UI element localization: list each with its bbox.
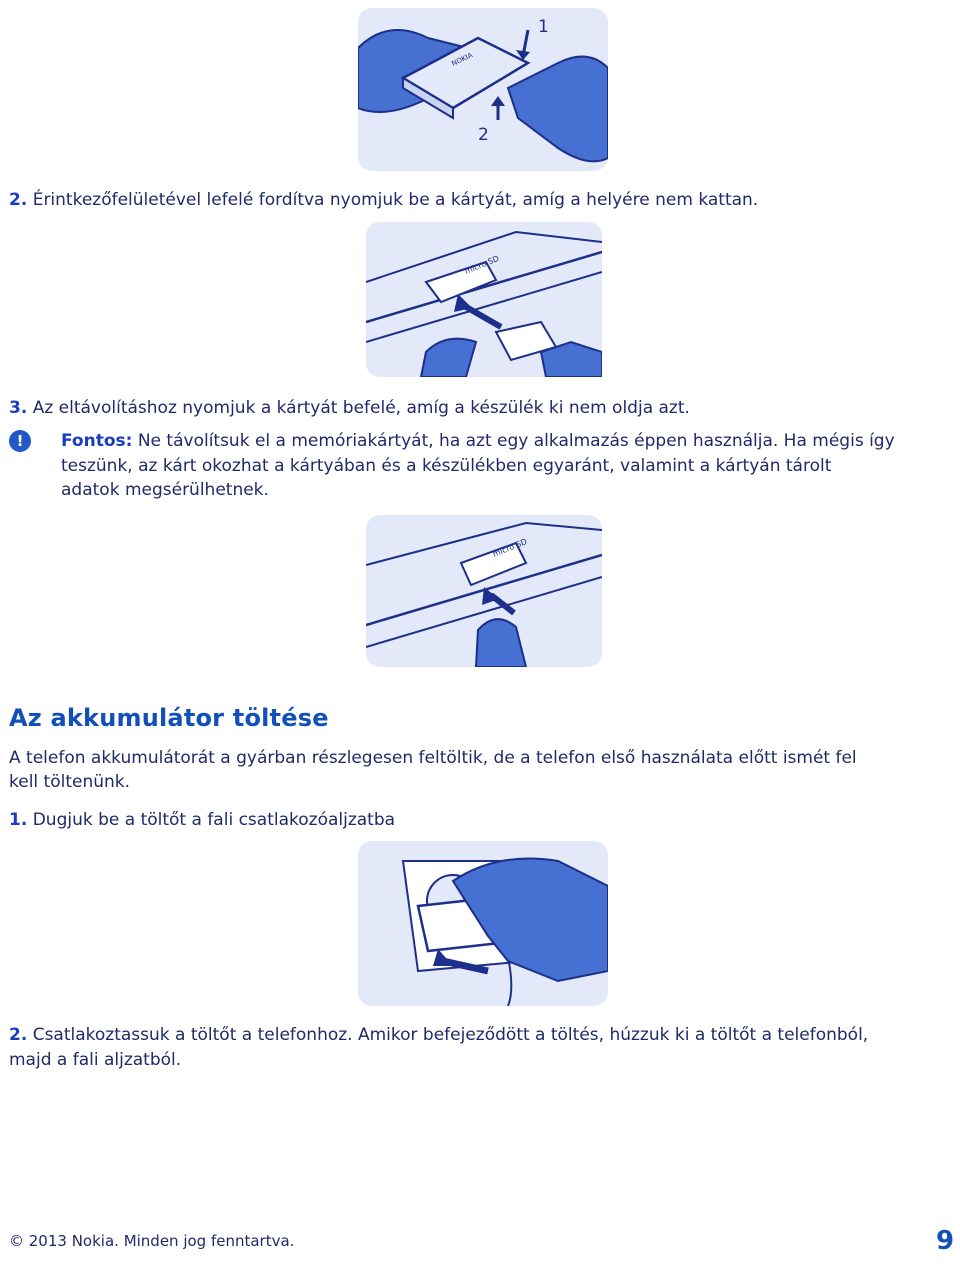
charge-step-2-line-1 [9,1023,868,1047]
step-text: Csatlakoztassuk a töltőt a telefonhoz. Amikor befejeződött a töltés, húzzuk ki a töltőt a telefonból, [27,1025,869,1045]
slot-card-label: micro SD [491,536,529,559]
warning-label: Fontos: [61,431,133,451]
warning-text: Ne távolítsuk el a memóriakártyát, ha azt egy alkalmazás éppen használja. Ha mégis így [132,431,895,451]
warning-line-2: teszünk, az kárt okozhat a kártyában és a készülékben egyaránt, valamint a kártyán tárolt [61,456,832,476]
charge-step-1 [9,808,395,832]
illustration-charger-plug [358,841,608,1006]
label-step-1: 1 [538,17,549,37]
page-number: 9 [936,1226,955,1256]
step-number: 2. [9,1025,28,1045]
step-text: Érintkezőfelületével lefelé fordítva nyomjuk be a kártyát, amíg a helyére nem kattan. [27,190,759,210]
illustration-card-remove [366,515,602,667]
section-heading: Az akkumulátor töltése [9,704,329,732]
step-number: 3. [9,398,28,418]
step-number: 2. [9,190,28,210]
warning-icon: ! [9,430,31,452]
step-text: Az eltávolításhoz nyomjuk a kártyát befelé, amíg a készülék ki nem oldja azt. [27,398,690,418]
illustration-insert-tray [358,8,608,171]
warning-line-1 [61,429,895,453]
step-3-remove [9,396,690,420]
illustration-card-insert [366,222,602,377]
step-number: 1. [9,810,28,830]
charge-step-2-line-2: majd a fali aljzatból. [9,1050,182,1070]
label-step-2: 2 [478,125,489,145]
warning-line-3: adatok megsérülhetnek. [61,480,269,500]
copyright: © 2013 Nokia. Minden jog fenntartva. [9,1232,295,1250]
intro-line-2: kell töltenünk. [9,772,131,792]
slot-card-label: micro SD [463,253,501,276]
intro-line-1: A telefon akkumulátorát a gyárban részlegesen feltöltik, de a telefon első használata előtt ismét fel [9,748,857,768]
brand-label: NOKIA [450,51,474,68]
step-2-insert [9,188,758,212]
step-text: Dugjuk be a töltőt a fali csatlakozóaljzatba [27,810,396,830]
